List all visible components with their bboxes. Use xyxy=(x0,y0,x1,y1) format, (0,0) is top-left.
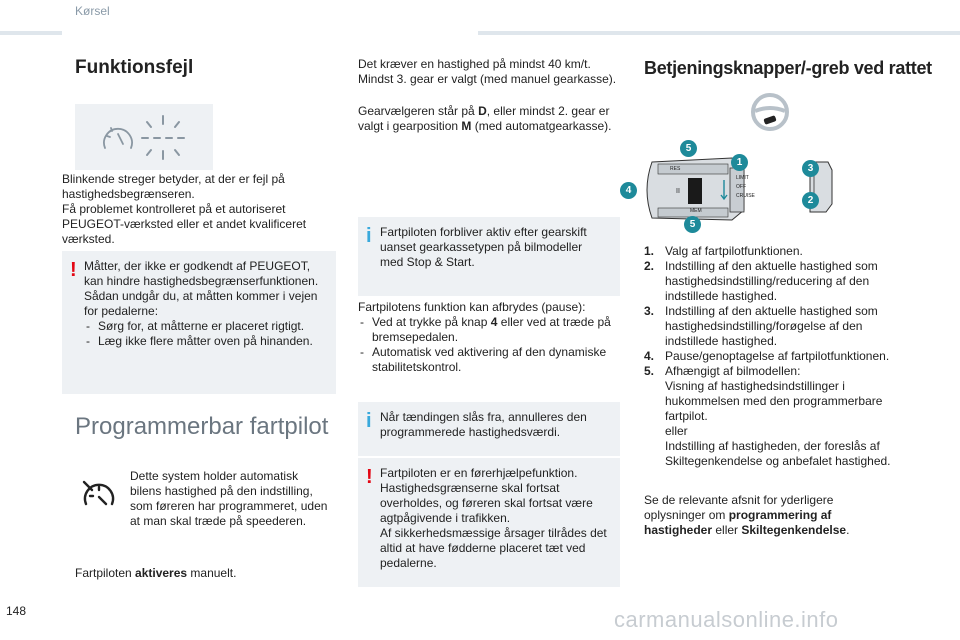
cruise-intro: Dette system holder automatisk bilens hastighed på den indstilling, som føreren har programmeret, uden at man skal træde på speederen. xyxy=(130,469,328,528)
controls-list-item: 4. Pause/genoptagelse af fartpilotfunktionen. xyxy=(644,349,890,363)
info-ignition-text: Når tændingen slås fra, annulleres den programmerede hastighedsværdi. xyxy=(380,410,587,439)
warning-icon: ! xyxy=(70,259,77,281)
off-label: OFF xyxy=(736,184,746,190)
references-text: Se de relevante afsnit for yderligere oplysninger om programmering af hastigheder eller Skiltegenkendelse. xyxy=(644,493,850,537)
fault-description: Blinkende streger betyder, at der er fejl på hastighedsbegrænseren. Få problemet kontrolleret på et autoriseret PEUGEOT-værksted eller et andet kvalificeret værksted. xyxy=(62,172,307,246)
mem-label: MEM xyxy=(690,208,702,214)
pause-label: II xyxy=(676,188,680,195)
heading-betjeningsknapper: Betjeningsknapper/-greb ved rattet xyxy=(644,58,932,78)
speed-requirements: Det kræver en hastighed på mindst 40 km/t. Mindst 3. gear er valgt (med manuel gearkasse). xyxy=(358,57,617,86)
limit-label: LIMIT xyxy=(736,175,749,181)
warning-icon: ! xyxy=(366,466,373,488)
pause-section xyxy=(358,300,626,375)
callout-1: 1 xyxy=(731,154,748,171)
speedometer-fault-image xyxy=(75,104,213,170)
heading-programmerbar-fartpilot: Programmerbar fartpilot xyxy=(75,413,329,440)
warning-box-driver-aid xyxy=(358,458,620,587)
pause-item: - Automatisk ved aktivering af den dynamiske stabilitetskontrol. xyxy=(358,345,626,375)
warning-item: - Læg ikke flere måtter oven på hinanden. xyxy=(84,334,324,349)
info-gearshift-text: Fartpiloten forbliver aktiv efter gearskift uanset gearkassetypen på bilmodeller med Stop & Start. xyxy=(380,225,587,269)
info-box-gearshift xyxy=(358,217,620,296)
warning-box-mats xyxy=(62,251,336,394)
steering-wheel-icon xyxy=(748,90,792,134)
callout-5-bottom: 5 xyxy=(684,216,701,233)
controls-list-item: 3. Indstilling af den aktuelle hastighed som hastighedsindstilling/forøgelse af den indstillede hastighed. xyxy=(644,304,878,348)
warning-item: - Sørg for, at måtterne er placeret rigtigt. xyxy=(84,319,324,334)
pause-item: - Ved at trykke på knap 4 eller ved at træde på bremsepedalen. xyxy=(358,315,626,345)
info-icon: i xyxy=(366,410,372,432)
section-title: Kørsel xyxy=(75,4,110,18)
page-number: 148 xyxy=(6,604,27,618)
cruise-activation-text: Fartpiloten aktiveres manuelt. xyxy=(75,566,237,580)
callout-2: 2 xyxy=(802,192,819,209)
cruise-control-icon xyxy=(78,474,118,514)
warning-mats-intro: Måtter, der ikke er godkendt af PEUGEOT, kan hindre hastighedsbegrænserfunktionen. Sådan undgår du, at måtten kommer i vejen for pedalerne: xyxy=(84,259,319,318)
callout-5-top: 5 xyxy=(680,140,697,157)
gear-requirements: Gearvælgeren står på D, eller mindst 2. gear er valgt i gearposition M (med automatgearkasse). xyxy=(358,104,612,133)
controls-list-item: 5. Afhængigt af bilmodellen: Visning af hastighedsindstillinger i hukommelsen med den programmerbare fartpilot. eller Indstilling af hastigheden, der foreslås af Skiltegenkendelse og anbefalet hastighed. xyxy=(644,364,891,468)
header-rule-left xyxy=(0,31,62,35)
pause-intro: Fartpilotens funktion kan afbrydes (pause): xyxy=(358,300,586,314)
controls-list-item: 1. Valg af fartpilotfunktionen. xyxy=(644,244,803,258)
res-label: RES xyxy=(670,166,681,172)
watermark: carmanualsonline.info xyxy=(614,607,839,632)
speedometer-dashes-icon xyxy=(75,104,213,170)
heading-funktionsfejl: Funktionsfejl xyxy=(75,57,194,78)
warning-driver-aid-text: Fartpiloten er en førerhjælpefunktion. Hastighedsgrænserne skal fortsat overholdes, og føreren skal fortsat være agtpågivende i trafikken. Af sikkerhedsmæssige årsager tilrådes det altid at have fødderne placeret tæt ved pedalerne. xyxy=(380,466,607,570)
callout-4: 4 xyxy=(620,182,637,199)
page-header xyxy=(0,4,960,34)
cruise-lever-diagram xyxy=(612,138,842,234)
callout-3: 3 xyxy=(802,160,819,177)
info-box-ignition xyxy=(358,402,620,456)
controls-list xyxy=(644,244,914,469)
info-icon: i xyxy=(366,225,372,247)
controls-list-item: 2. Indstilling af den aktuelle hastighed som hastighedsindstilling/reducering af den indstillede hastighed. xyxy=(644,259,878,303)
header-rule-right xyxy=(478,31,960,35)
cruise-label: CRUISE xyxy=(736,193,755,199)
